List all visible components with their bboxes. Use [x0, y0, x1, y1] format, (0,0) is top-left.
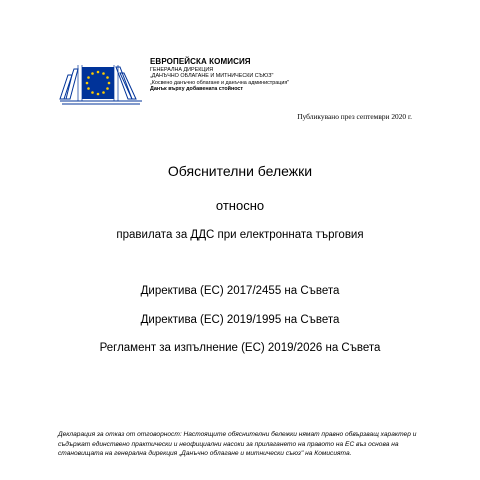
regarding-label: относно: [215, 198, 265, 213]
reference-implementing-regulation: Регламент за изпълнение (ЕС) 2019/2026 на Съвета: [99, 342, 381, 354]
publication-date: Публикувано през септември 2020 г.: [297, 112, 412, 121]
reference-directive-2019: Директива (ЕС) 2019/1995 на Съвета: [140, 314, 340, 326]
directorate-general-label: ГЕНЕРАЛНА ДИРЕКЦИЯ: [150, 66, 214, 73]
document-title: Обяснителни бележки: [167, 163, 313, 179]
reference-directive-2017: Директива (ЕС) 2017/2455 на Съвета: [140, 285, 340, 297]
directorate-name: „Косвено данъчно облагане и данъчна администрация": [150, 79, 290, 86]
european-commission-logo: [58, 55, 146, 107]
org-name: ЕВРОПЕЙСКА КОМИСИЯ: [150, 57, 251, 66]
organization-block: [150, 57, 289, 93]
disclaimer: Декларация за отказ от отговорност: Настоящите обяснителни бележки нямат правно обвързващ характер и съдържат единствено практически и неофициални насоки за прилагането на правото на ЕС въз основа на становищата на генерална дирекция „Данъчно облагане и митнически съюз" на Комисията.: [58, 431, 417, 458]
unit-name: Данък върху добавената стойност: [150, 86, 244, 93]
directorate-general-name: „ДАНЪЧНО ОБЛАГАНЕ И МИТНИЧЕСКИ СЪЮЗ": [150, 73, 274, 80]
document-subject: правилата за ДДС при електронната търговия: [116, 229, 364, 241]
